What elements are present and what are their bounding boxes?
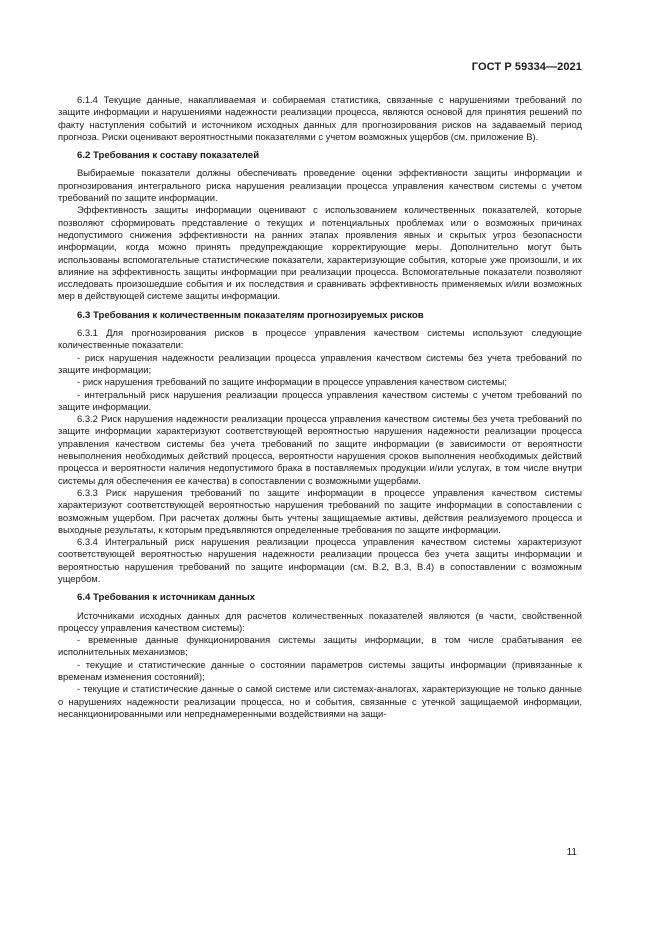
section-heading: 6.3 Требования к количественным показателям прогнозируемых рисков: [77, 309, 424, 321]
section-heading: 6.4 Требования к источникам данных: [77, 592, 256, 604]
paragraph: 6.3.3 Риск нарушения требований по защите информации в процессе управления качеством системы характеризуют соответствующей вероятностью нарушения требований по защите информации в сопоставлении с возможным ущербом. При расчетах должны быть учтены защищаемые активы, действия реализуемого процесса и выходные результаты, к которым предъявляются определенные требования по защите информации.: [58, 486, 582, 535]
list-item: - текущие и статистические данные о состоянии параметров системы защиты информации (привязанные к временам изменения состояний);: [58, 658, 582, 683]
list-item: - риск нарушения требований по защите информации в процессе управления качеством системы;: [77, 376, 507, 388]
section-heading: 6.2 Требования к составу показателей: [77, 150, 260, 162]
paragraph: 6.3.1 Для прогнозирования рисков в процессе управления качеством системы используют следующие количественные показатели:: [58, 327, 582, 351]
document-number: ГОСТ Р 59334—2021: [471, 61, 582, 73]
list-item: - интегральный риск нарушения реализации процесса управления качеством системы с учетом требований по защите информации.: [58, 388, 582, 412]
paragraph: 6.3.2 Риск нарушения надежности реализации процесса управления качеством системы без учета требований по защите информации характеризуют соответствующей вероятностью нарушения надежности реализации процесса управления качеством системы без учета требований по защите информации (в зависимости от вероятности невыполнения необходимых действий процесса, вероятности нарушения сроков выполнения необходимых действий процесса и вероятности наличия недопустимого брака в поставляемых продукции и/или услугах, в том числе внутри системы для обеспечения ее качества) в сопоставлении с возможными ущербами.: [58, 413, 582, 486]
paragraph: Источниками исходных данных для расчетов количественных показателей являются (в части, свойственной процессу управления качеством системы):: [58, 609, 582, 633]
page-body: [58, 94, 582, 720]
paragraph: 6.3.4 Интегральный риск нарушения реализации процесса управления качеством системы характеризуют соответствующей вероятностью нарушения надежности реализации процесса без учета защиты информации и вероятностью нарушения требований по защите информации (см. В.2, В.3, В.4) в сопоставлении с возможным ущербом.: [58, 536, 582, 584]
list-item: - риск нарушения надежности реализации процесса управления качеством системы без учета требований по защите информации;: [58, 351, 582, 375]
list-item: - временные данные функционирования системы защиты информации, в том числе срабатывания ее исполнительных механизмов;: [58, 634, 582, 658]
paragraph: 6.1.4 Текущие данные, накапливаемая и собираемая статистика, связанные с нарушениями требований по защите информации и нарушениями надежности реализации процесса, являются основой для принятия решений по факту наступления событий и источником исходных данных для прогнозирования рисков на задаваемый период прогноза. Риски оценивают вероятностными показателями с учетом возможных ущербов (см. приложение В).: [58, 94, 582, 142]
paragraph: Эффективность защиты информации оценивают с использованием количественных показателей, которые позволяют сформировать представление о текущих и потенциальных проблемах или о возможных причинах недопустимого снижения эффективности на ранних этапах проявления явных и скрытых угроз безопасности информации, когда можно принять предупреждающие корректирующие меры. Дополнительно могут быть использованы вспомогательные статистические показатели, характеризующие события, которые уже произошли, и их влияние на эффективность защиты информации при реализации процесса. Вспомогательные показатели позволяют исследовать произошедшие события и их последствия и сравнивать эффективность применяемых и/или возможных мер в действующей системе защиты информации.: [58, 204, 582, 302]
paragraph: Выбираемые показатели должны обеспечивать проведение оценки эффективности защиты информации и прогнозирования интегрального риска нарушения реализации процесса управления качеством системы с учетом требований по защите информации.: [58, 167, 582, 204]
page-number: 11: [566, 847, 577, 858]
list-item: - текущие и статистические данные о самой системе или системах-аналогах, характеризующие не только данные о нарушениях надежности реализации процесса, но и события, связанные с утечкой защищаемой информации, несанкционированными или непреднамеренными воздействиями на защи-: [58, 683, 582, 719]
